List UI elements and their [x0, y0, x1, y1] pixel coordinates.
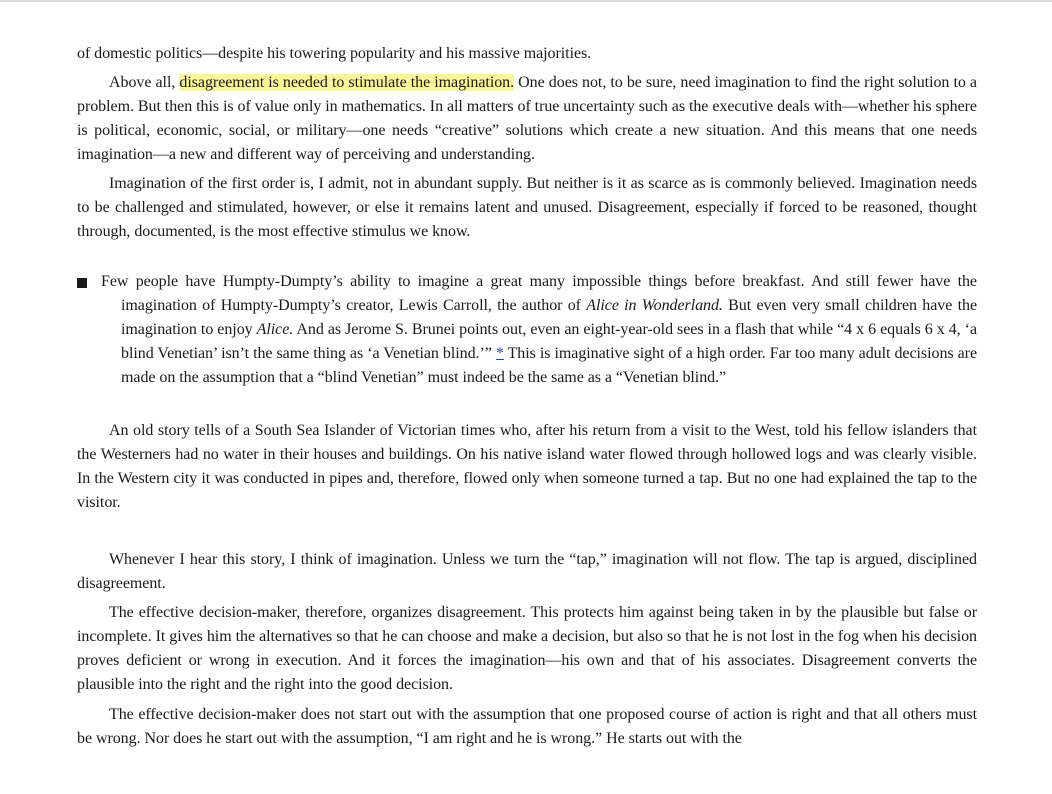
- paragraph-text: Whenever I hear this story, I think of imagination. Unless we turn the “tap,” imagination will not flow. The tap is argued, disciplined disagreement.: [77, 551, 977, 592]
- paragraph-text: This is imaginative sight of a high order. Far too many adult decisions are made on the assumption that a “blind Venetian” must indeed be the same as a “Venetian blind.”: [121, 345, 977, 386]
- bullet-paragraph: [77, 270, 977, 390]
- paragraph-text: The effective decision-maker does not start out with the assumption that one proposed course of action is right and that all others must be wrong. Nor does he start out with the assumption, “I am right and he is wrong.” He starts out with the: [77, 706, 977, 747]
- paragraph-text: And as Jerome S. Brunei points out, even an eight-year-old sees in a flash that while “4 x 6 equals 6 x 4, ‘a blind Venetian’ isn’t the same thing as ‘a Venetian blind.’”: [121, 321, 978, 362]
- paragraph-text: An old story tells of a South Sea Islander of Victorian times who, after his return from a visit to the West, told his fellow islanders that the Westerners had no water in their houses and buildings. On his native island water flowed through hollowed logs and was clearly visible. In the Western city it was conducted in pipes and, therefore, flowed only when someone turned a tap. But no one had explained the tap to the visitor.: [77, 422, 977, 511]
- paragraph-text: But even very small children have the imagination to enjoy: [121, 297, 977, 338]
- paragraph-text: Few people have Humpty-Dumpty’s ability to imagine a great many impossible things before breakfast. And still fewer have the imagination of Humpty-Dumpty’s creator, Lewis Carroll, the author of: [101, 273, 977, 314]
- paragraph-assumption: [77, 703, 977, 751]
- paragraph-text: Imagination of the first order is, I admit, not in abundant supply. But neither is it as scarce as is commonly believed. Imagination needs to be challenged and stimulated, however, or else it remains latent and unused. Disagreement, especially if forced to be reasoned, thought through, documented, is the most effective stimulus we know.: [77, 175, 977, 240]
- paragraph-text: of domestic politics—despite his towering popularity and his massive majorities.: [77, 45, 592, 62]
- top-divider: [0, 0, 1052, 2]
- bullet-item: [77, 270, 977, 390]
- paragraph-south-sea-story: [77, 419, 977, 515]
- paragraph-imagination: [77, 71, 977, 167]
- paragraph-text: Above all,: [109, 74, 180, 91]
- book-title-italic: Alice.: [256, 321, 294, 338]
- footnote-link[interactable]: *: [495, 345, 504, 362]
- paragraph-text: The effective decision-maker, therefore, organizes disagreement. This protects him against being taken in by the plausible but false or incomplete. It gives him the alternatives so that he can choose and make a decision, but also so that he is not lost in the fog when his decision proves deficient or wrong in execution. And it forces the imagination—his own and that of his associates. Disagreement converts the plausible into the right and the right into the good decision.: [77, 604, 977, 693]
- paragraph-imagination-supply: [77, 172, 977, 244]
- highlighted-text[interactable]: disagreement is needed to stimulate the imagination.: [179, 74, 515, 91]
- paragraph-organizes-disagreement: [77, 601, 977, 697]
- paragraph-text: One does not, to be sure, need imagination to find the right solution to a problem. But then this is of value only in mathematics. In all matters of true uncertainty such as the executive deals with—whether his sphere is political, economic, social, or military—one needs “creative” solutions which create a new situation. And this means that one needs imagination—a new and different way of perceiving and understanding.: [77, 74, 977, 163]
- paragraph-continuation: [77, 42, 977, 66]
- book-title-italic: Alice in Wonderland.: [586, 297, 723, 314]
- paragraph-tap: [77, 548, 977, 596]
